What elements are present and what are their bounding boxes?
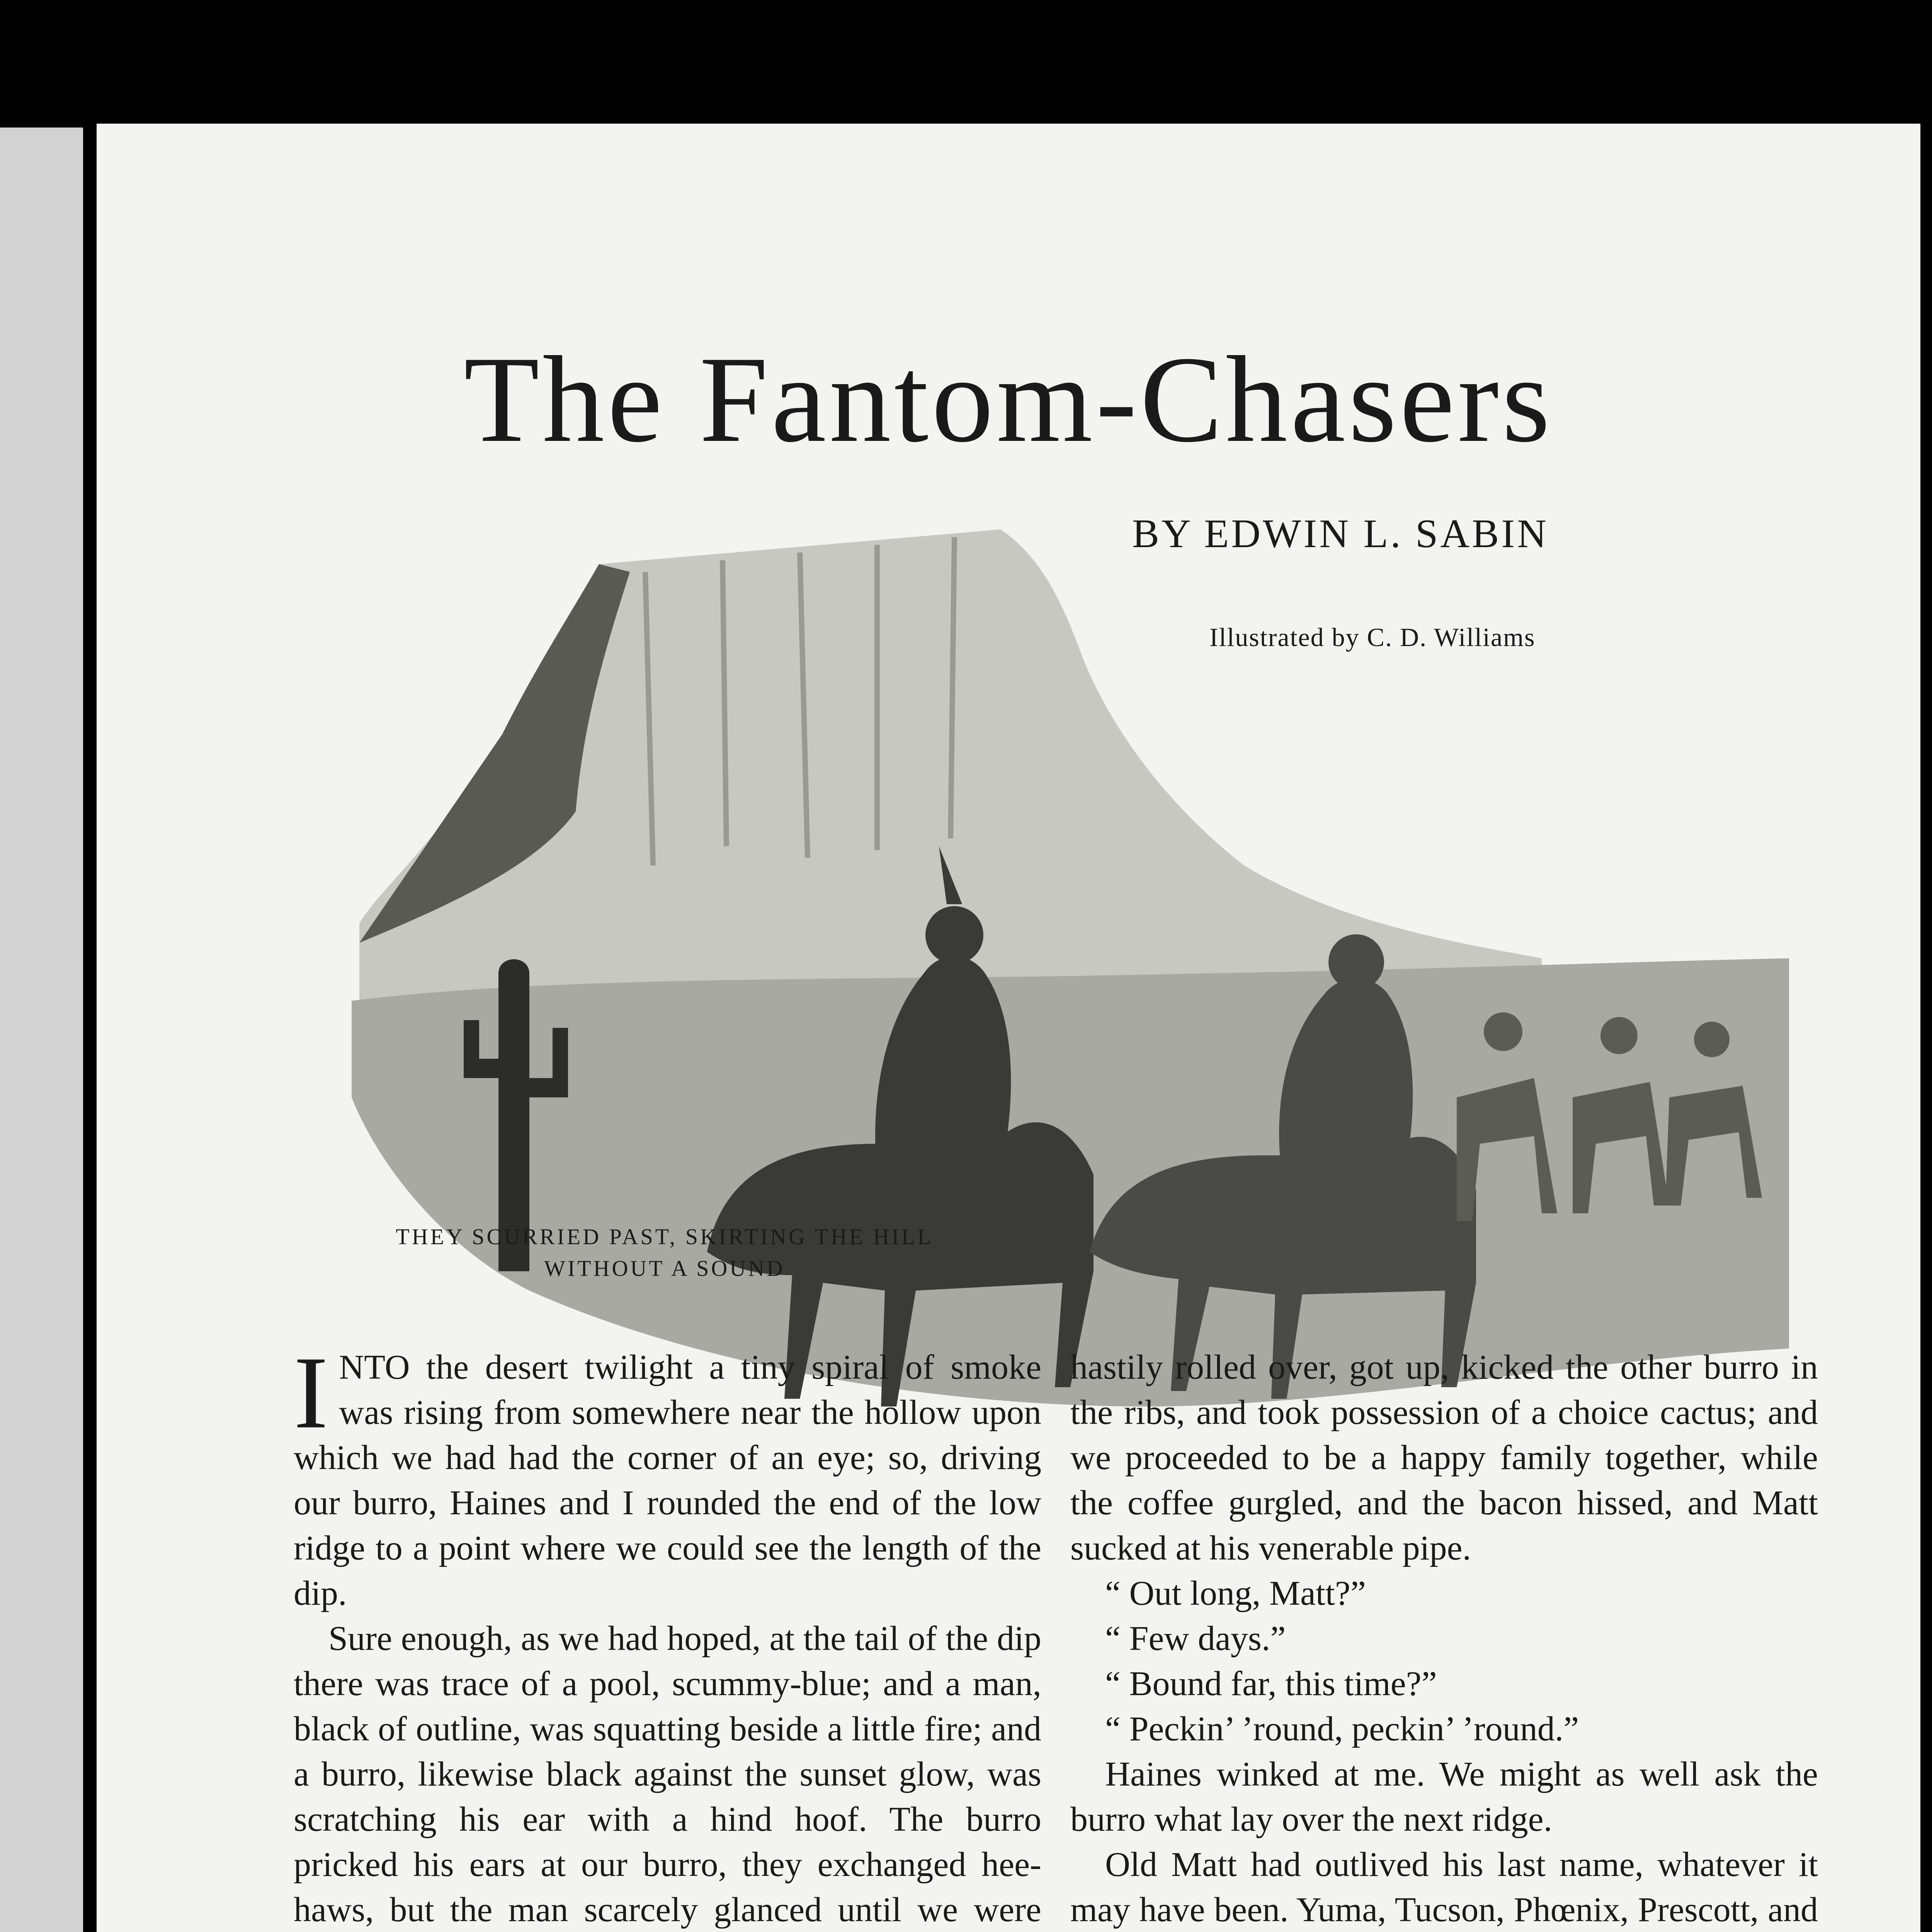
paragraph: “ Out long, Matt?” [1105, 1574, 1366, 1612]
magazine-page [97, 124, 1920, 1932]
paragraph: Haines winked at me. We might as well ask the burro what lay over the next ridge. [1070, 1755, 1818, 1838]
illustration-caption: THEY SCURRIED PAST, SKIRTING THE HILL WITHOUT A SOUND [396, 1224, 934, 1281]
paragraph: Sure enough, as we had hoped, at the tail of the dip there was trace of a pool, scummy-blue; and a man, black of outline, was squatting beside a little fire; and a burro, likewise black against the sunset glow, was scratching his ear with a hind hoof. The burro pricked his ears at our burro, they exchanged hee-haws, but the man scarcely glanced until we were [294, 1619, 1041, 1929]
left-text-column [294, 1335, 1041, 1932]
paragraph: “ Few days.” [1105, 1619, 1286, 1658]
illustrator-credit: Illustrated by C. D. Williams [1209, 622, 1536, 652]
paragraph: Old Matt had outlived his last name, whatever it may have been. Yuma, Tucson, Phœnix, Prescott, and [1070, 1845, 1818, 1929]
byline: BY EDWIN L. SABIN [1132, 511, 1549, 556]
desert-riders-illustration [336, 518, 1804, 1445]
facing-page-edge [0, 128, 83, 1932]
paragraph: “ Bound far, this time?” [1105, 1665, 1437, 1703]
paragraph: “ Peckin’ ’round, peckin’ ’round.” [1105, 1710, 1579, 1748]
drop-cap: I [294, 1335, 328, 1450]
story-title: The Fantom-Chasers [464, 331, 1553, 468]
opening-paragraph: INTO the desert twilight a tiny spiral of smoke was rising from somewhere near the hollow upon which we had had the corner of an eye; so, driving our burro, Haines and I rounded the end of the low ridge to a point where we could see the length of the dip. [294, 1335, 1041, 1612]
right-text-column [1070, 1345, 1818, 1932]
paragraph: hastily rolled over, got up, kicked the other burro in the ribs, and took possession of a choice cactus; and we proceeded to be a happy family together, while the coffee gurgled, and the bacon hissed, and Matt sucked at his venerable pipe. [1070, 1348, 1818, 1567]
